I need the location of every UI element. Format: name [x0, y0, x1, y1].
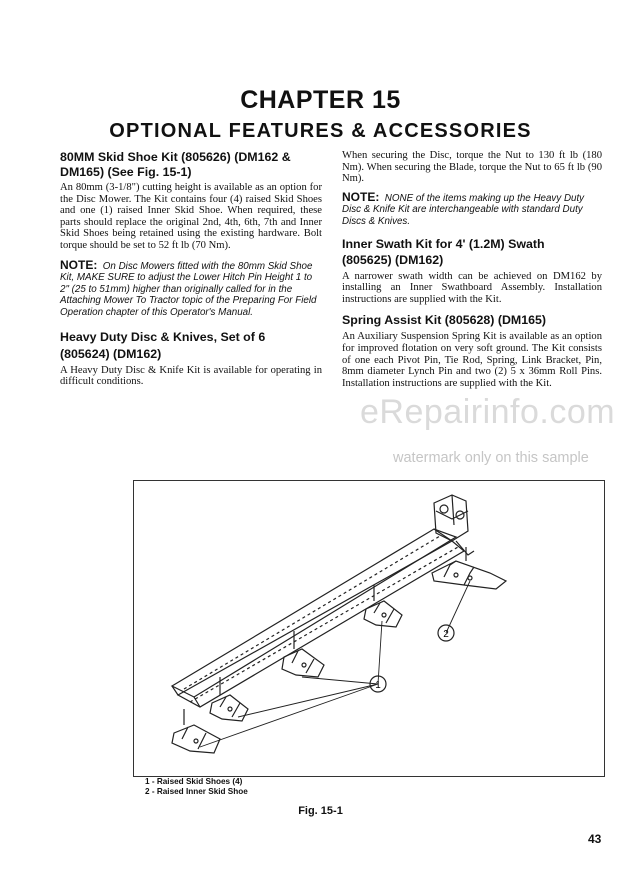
figure-legend — [145, 777, 248, 797]
spring-assist-text: An Auxiliary Suspension Spring Kit is available as an option for improved flotation on very soft ground. The Kit consists of one each Pivot Pin, Tie Rod, Spring, Link Bracket, Pin, 8mm diameter Lynch Pin and two (2) 5 x 36mm Roll Pins. Installation instructions are supplied with the Kit. — [342, 331, 602, 389]
legend-item-1: 1 - Raised Skid Shoes (4) — [145, 777, 243, 786]
heading-line: DM165) (See Fig. 15-1) — [60, 165, 192, 179]
legend-item-2: 2 - Raised Inner Skid Shoe — [145, 787, 248, 796]
note-label: NOTE: — [342, 189, 380, 204]
section-heading-inner-swath-kit — [342, 236, 602, 268]
note-skid-shoe — [60, 257, 322, 319]
heading-line: (805624) (DM162) — [60, 346, 162, 361]
note-heavy-duty — [342, 189, 602, 228]
figure-caption: Fig. 15-1 — [298, 805, 343, 817]
chapter-subtitle: OPTIONAL FEATURES & ACCESSORIES — [109, 120, 532, 142]
right-column — [342, 150, 602, 389]
figure-15-1 — [133, 480, 605, 777]
heading-line: (805625) (DM162) — [342, 252, 444, 267]
heading-line: Heavy Duty Disc & Knives, Set of 6 — [60, 329, 266, 344]
callout-1: 1 — [375, 680, 381, 691]
watermark-brand: eRepairinfo.com — [360, 393, 616, 431]
note-text: On Disc Mowers fitted with the 80mm Skid Shoe Kit, MAKE SURE to adjust the Lower Hitch Pin Height 1 to 2" (25 to 51mm) higher than originally called for in the Attaching Mower To Tractor topic of the Preparing For Field Operation chapter of this Operator's Manual. — [60, 260, 317, 318]
chapter-title: CHAPTER 15 — [240, 86, 401, 114]
section-heading-spring-assist-kit: Spring Assist Kit (805628) (DM165) — [342, 313, 547, 328]
section-heading-heavy-duty-disc — [60, 329, 322, 363]
section-heading-skid-shoe-kit — [60, 150, 322, 180]
note-text: NONE of the items making up the Heavy Duty Disc & Knife Kit are interchangeable with standard Duty Discs & Knives. — [342, 192, 585, 227]
page-number: 43 — [588, 832, 602, 846]
heading-line: 80MM Skid Shoe Kit (805626) (DM162 & — [60, 150, 291, 164]
callout-2: 2 — [443, 629, 449, 640]
inner-swath-text: A narrower swath width can be achieved on DM162 by installing an Inner Swathboard Assembly. Installation instructions are supplied with the Kit. — [342, 270, 602, 305]
watermark-notice: watermark only on this sample — [393, 450, 589, 466]
left-column — [60, 150, 322, 388]
note-label: NOTE: — [60, 257, 98, 272]
heading-line: Inner Swath Kit for 4' (1.2M) Swath — [342, 236, 545, 251]
disc-torque-text: When securing the Disc, torque the Nut to 130 ft lb (180 Nm). When securing the Blade, torque the Nut to 65 ft lb (90 Nm). — [342, 150, 602, 185]
skid-shoe-kit-text: An 80mm (3-1/8") cutting height is available as an option for the Disc Mower. The Kit contains four (4) raised Skid Shoes and one (1) raised Inner Skid Shoe. When required, these parts should replace the original 2nd, 4th, 6th, 7th and Inner Skid Shoes being retained using the existing hardware. Bolt torque should be set to 52 ft lb (70 Nm). — [60, 182, 322, 251]
disc-mower-cutterbar-illustration — [134, 481, 604, 776]
heavy-duty-disc-text: A Heavy Duty Disc & Knife Kit is available for operating in difficult conditions. — [60, 364, 322, 388]
